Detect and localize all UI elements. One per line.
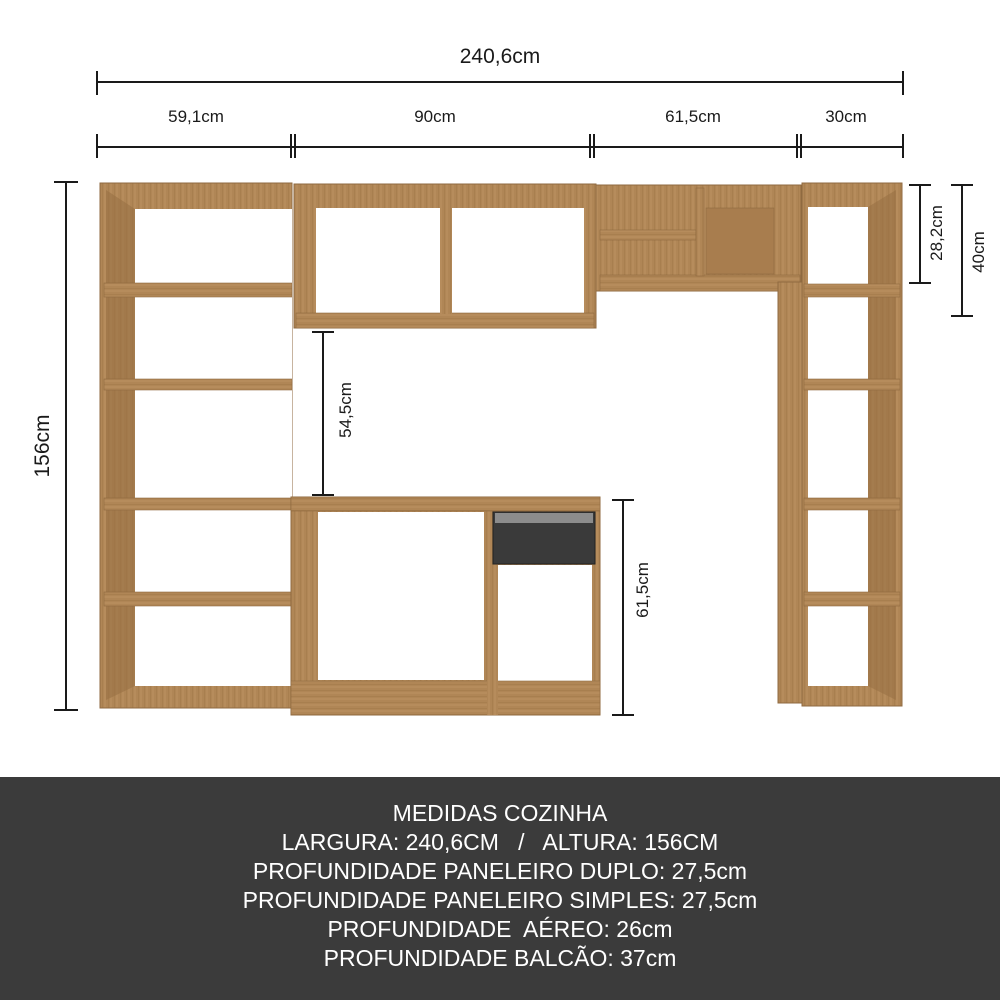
upper-niche-height-label: 28,2cm — [927, 205, 946, 261]
counter-height-label: 61,5cm — [633, 562, 652, 618]
info-width-height: LARGURA: 240,6CM / ALTURA: 156CM — [281, 829, 719, 855]
total-width-label: 240,6cm — [459, 45, 541, 68]
info-depth-upper: PROFUNDIDADE AÉREO: 26cm — [327, 916, 673, 942]
info-title: MEDIDAS COZINHA — [392, 800, 608, 826]
module-width-label-3: 61,5cm — [665, 107, 721, 126]
upper-cabinet-center — [294, 184, 596, 328]
measurements-panel — [0, 777, 1000, 1000]
info-depth-counter: PROFUNDIDADE BALCÃO: 37cm — [323, 945, 677, 971]
counter-cabinet — [291, 497, 600, 715]
total-height-label: 156cm — [31, 414, 54, 478]
gap-height-label: 54,5cm — [336, 382, 355, 438]
info-depth-double: PROFUNDIDADE PANELEIRO DUPLO: 27,5cm — [252, 858, 748, 884]
module-width-label-4: 30cm — [825, 107, 867, 126]
module-width-label-1: 59,1cm — [168, 107, 224, 126]
upper-niche-cabinet — [596, 185, 801, 291]
upper-total-height-label: 40cm — [969, 231, 988, 273]
module-width-label-2: 90cm — [414, 107, 456, 126]
info-depth-single: PROFUNDIDADE PANELEIRO SIMPLES: 27,5cm — [242, 887, 758, 913]
tall-cabinet-left — [100, 183, 292, 708]
